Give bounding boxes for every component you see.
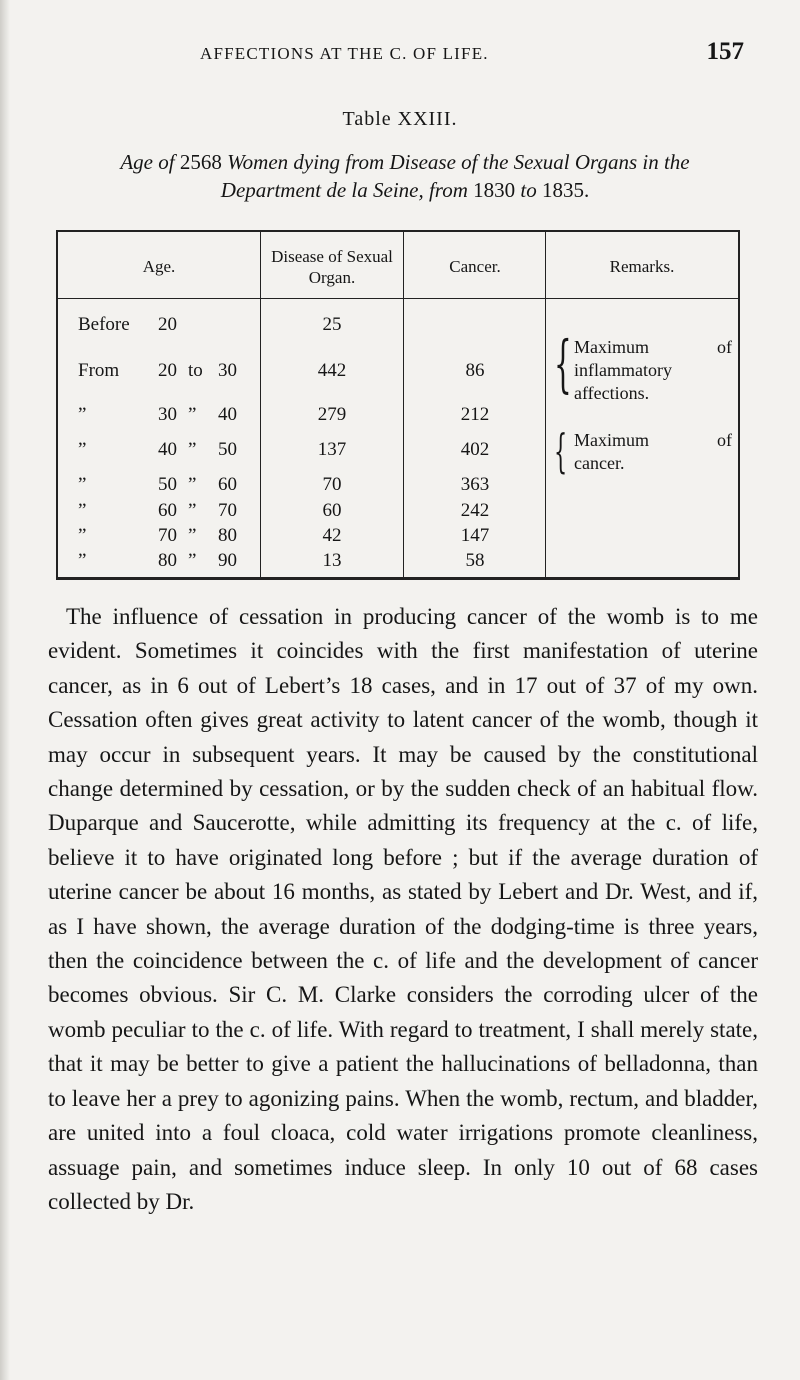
page-number: 157 — [706, 38, 744, 65]
caption-year: 1835. — [541, 178, 590, 202]
cancer-count: 212 — [460, 404, 490, 425]
disease-count: 60 — [322, 500, 342, 521]
column-header-remarks: Remarks. — [609, 257, 675, 276]
age-separator: ” — [188, 404, 197, 425]
remark-line: Maximum of — [574, 337, 732, 357]
age-to: 40 — [218, 404, 237, 425]
age-prefix: ” — [78, 439, 87, 460]
age-from: 40 — [158, 439, 177, 460]
age-to: 60 — [218, 474, 237, 495]
column-divider — [260, 232, 261, 577]
age-prefix: Before — [78, 314, 130, 335]
table-title: Table XXIII. — [342, 108, 458, 130]
caption-text: Age of — [120, 150, 175, 174]
disease-count: 42 — [322, 525, 342, 546]
age-separator: ” — [188, 550, 197, 571]
body-paragraph: The influence of cessation in producing cancer of the womb is to me evident. Sometimes it coincides with the first manifestation of uterine cancer, as in 6 out of Lebert’s 18 cases, and in 17 out of 37 of my own. Cessation often gives great activity to latent cancer of the womb, though it may occur in subsequent years. It may be caused by the constitutional change determined by cessation, or by the sudden check of an habitual flow. Duparque and Saucerotte, while admitting its frequency at the c. of life, believe it to have originated long before ; but if the average duration of uterine cancer be about 16 months, as stated by Lebert and Dr. West, and if, as I have shown, the average duration of the dodging-time is three years, then the coincidence between the c. of life and the development of cancer becomes obvious. Sir C. M. Clarke considers the corroding ulcer of the womb peculiar to the c. of life. With regard to treatment, I shall merely state, that it may be better to give a patient the hallucinations of belladonna, than to leave her a prey to agonizing pains. When the womb, rectum, and bladder, are united into a foul cloaca, cold water irrigations promote cleanliness, assuage pain, and sometimes induce sleep. In only 10 out of 68 cases collected by Dr. — [48, 604, 758, 1214]
age-from: 80 — [158, 550, 177, 571]
age-prefix: ” — [78, 474, 87, 495]
cancer-count: 363 — [460, 474, 490, 495]
age-separator: to — [188, 360, 203, 381]
remark-line: Maximum of — [574, 430, 732, 450]
remark-line: affections. — [574, 383, 650, 403]
age-prefix: From — [78, 360, 120, 381]
cancer-count: 86 — [465, 360, 485, 381]
running-head: AFFECTIONS AT THE C. OF LIFE. — [200, 44, 489, 63]
age-to: 70 — [218, 500, 237, 521]
disease-count: 70 — [322, 474, 342, 495]
disease-count: 25 — [322, 314, 342, 335]
age-separator: ” — [188, 439, 197, 460]
mortality-table — [56, 230, 740, 580]
remark-line: cancer. — [574, 453, 625, 473]
remark-inflammatory — [574, 336, 732, 405]
column-header-disease: Disease of Sexual Organ. — [271, 247, 393, 287]
age-separator: ” — [188, 525, 197, 546]
cancer-count: 58 — [465, 550, 485, 571]
column-header-age: Age. — [142, 257, 176, 276]
age-to: 50 — [218, 439, 237, 460]
age-from: 70 — [158, 525, 177, 546]
caption-text: to — [520, 178, 537, 202]
caption-text: Department de la Seine, from — [220, 178, 468, 202]
header-divider — [58, 298, 738, 299]
disease-count: 13 — [322, 550, 342, 571]
caption-number: 2568 — [179, 150, 222, 174]
age-prefix: ” — [78, 550, 87, 571]
column-divider — [545, 232, 546, 577]
age-prefix: ” — [78, 525, 87, 546]
age-prefix: ” — [78, 500, 87, 521]
column-divider — [403, 232, 404, 577]
age-to: 90 — [218, 550, 237, 571]
brace-symbol: { — [554, 424, 568, 478]
disease-count: 279 — [317, 404, 347, 425]
remark-line: inflammatory — [574, 360, 672, 380]
column-header-cancer: Cancer. — [449, 257, 501, 276]
cancer-count: 402 — [460, 439, 490, 460]
cancer-count: 147 — [460, 525, 490, 546]
remark-cancer — [574, 429, 732, 475]
caption-text: Women dying from Disease of the Sexual Organs in the — [227, 150, 690, 174]
disease-count: 442 — [317, 360, 347, 381]
age-separator: ” — [188, 500, 197, 521]
age-prefix: ” — [78, 404, 87, 425]
page-header — [0, 40, 800, 70]
age-to: 30 — [218, 360, 237, 381]
age-from: 60 — [158, 500, 177, 521]
age-from: 50 — [158, 474, 177, 495]
caption-year: 1830 — [473, 178, 516, 202]
age-from: 20 — [158, 360, 177, 381]
age-from: 30 — [158, 404, 177, 425]
age-from: 20 — [158, 314, 177, 335]
caption-line-2 — [40, 176, 770, 204]
disease-count: 137 — [317, 439, 347, 460]
age-separator: ” — [188, 474, 197, 495]
cancer-count: 242 — [460, 500, 490, 521]
table-caption — [40, 148, 770, 204]
brace-symbol: { — [554, 327, 572, 400]
age-to: 80 — [218, 525, 237, 546]
caption-line-1 — [40, 148, 770, 176]
